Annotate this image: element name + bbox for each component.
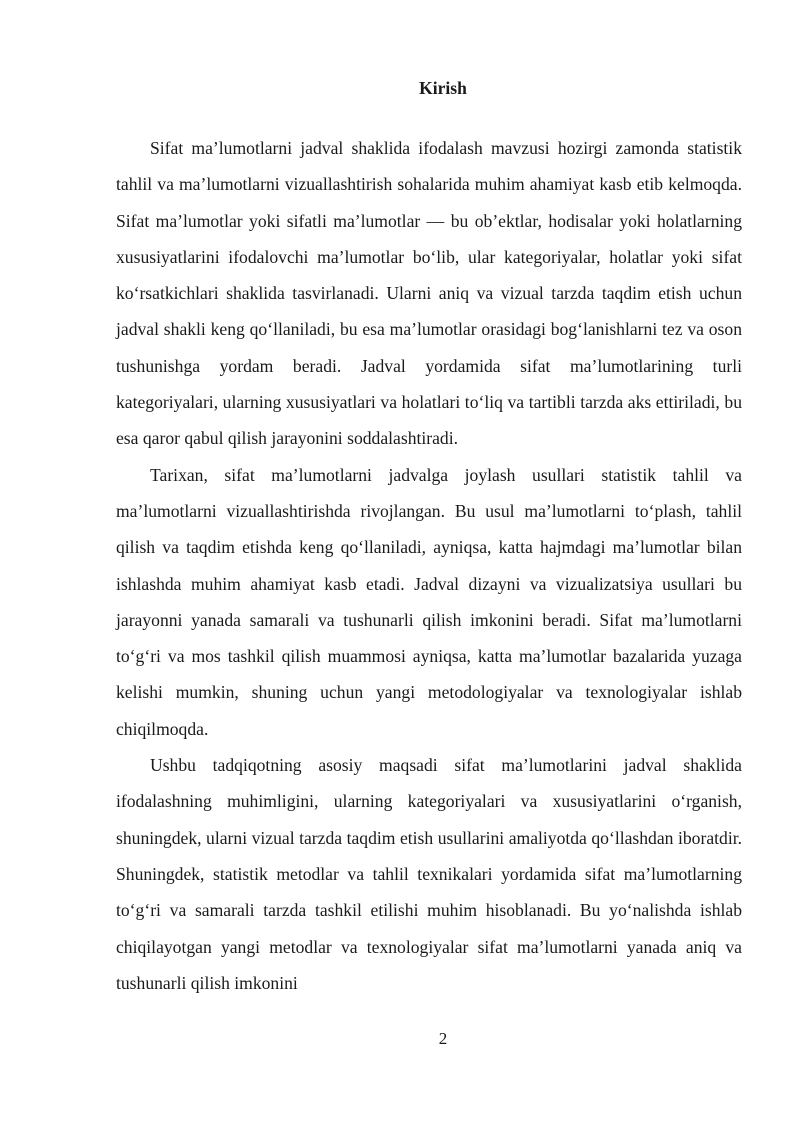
- paragraph-3: Ushbu tadqiqotning asosiy maqsadi sifat ma’lumotlarini jadval shaklida ifodalashning muhimligini, ularning kategoriyalari va xususiyatlarini o‘rganish, shuningdek, ularni vizual tarzda taqdim etish usullarini amaliyotda qo‘llashdan iboratdir. Shuningdek, statistik metodlar va tahlil texnikalari yordamida sifat ma’lumotlarning to‘g‘ri va samarali tarzda tashkil etilishi muhim hisoblanadi. Bu yo‘nalishda ishlab chiqilayotgan yangi metodlar va texnologiyalar sifat ma’lumotlarni yanada aniq va tushunarli qilish imkonini: [116, 755, 742, 993]
- body-text: [116, 130, 742, 1001]
- paragraph-2: Tarixan, sifat ma’lumotlarni jadvalga joylash usullari statistik tahlil va ma’lumotlarni vizuallashtirishda rivojlangan. Bu usul ma’lumotlarni to‘plash, tahlil qilish va taqdim etishda keng qo‘llaniladi, ayniqsa, katta hajmdagi ma’lumotlar bilan ishlashda muhim ahamiyat kasb etadi. Jadval dizayni va vizualizatsiya usullari bu jarayonni yanada samarali va tushunarli qilish imkonini beradi. Sifat ma’lumotlarni to‘g‘ri va mos tashkil qilish muammosi ayniqsa, katta ma’lumotlar bazalarida yuzaga kelishi mumkin, shuning uchun yangi metodologiyalar va texnologiyalar ishlab chiqilmoqda.: [116, 464, 742, 739]
- section-title: Kirish: [419, 78, 467, 98]
- page-number: 2: [438, 1029, 448, 1048]
- paragraph-1: Sifat ma’lumotlarni jadval shaklida ifodalash mavzusi hozirgi zamonda statistik tahlil va ma’lumotlarni vizuallashtirish sohalarida muhim ahamiyat kasb etib kelmoqda. Sifat ma’lumotlar yoki sifatli ma’lumotlar — bu ob’ektlar, hodisalar yoki holatlarning xususiyatlarini ifodalovchi ma’lumotlar bo‘lib, ular kategoriyalar, holatlar yoki sifat ko‘rsatkichlari shaklida tasvirlanadi. Ularni aniq va vizual tarzda taqdim etish uchun jadval shakli keng qo‘llaniladi, bu esa ma’lumotlar orasidagi bog‘lanishlarni tez va oson tushunishga yordam beradi. Jadval yordamida sifat ma’lumotlarining turli kategoriyalari, ularning xususiyatlari va holatlari to‘liq va tartibli tarzda aks ettiriladi, bu esa qaror qabul qilish jarayonini soddalashtiradi.: [116, 138, 742, 449]
